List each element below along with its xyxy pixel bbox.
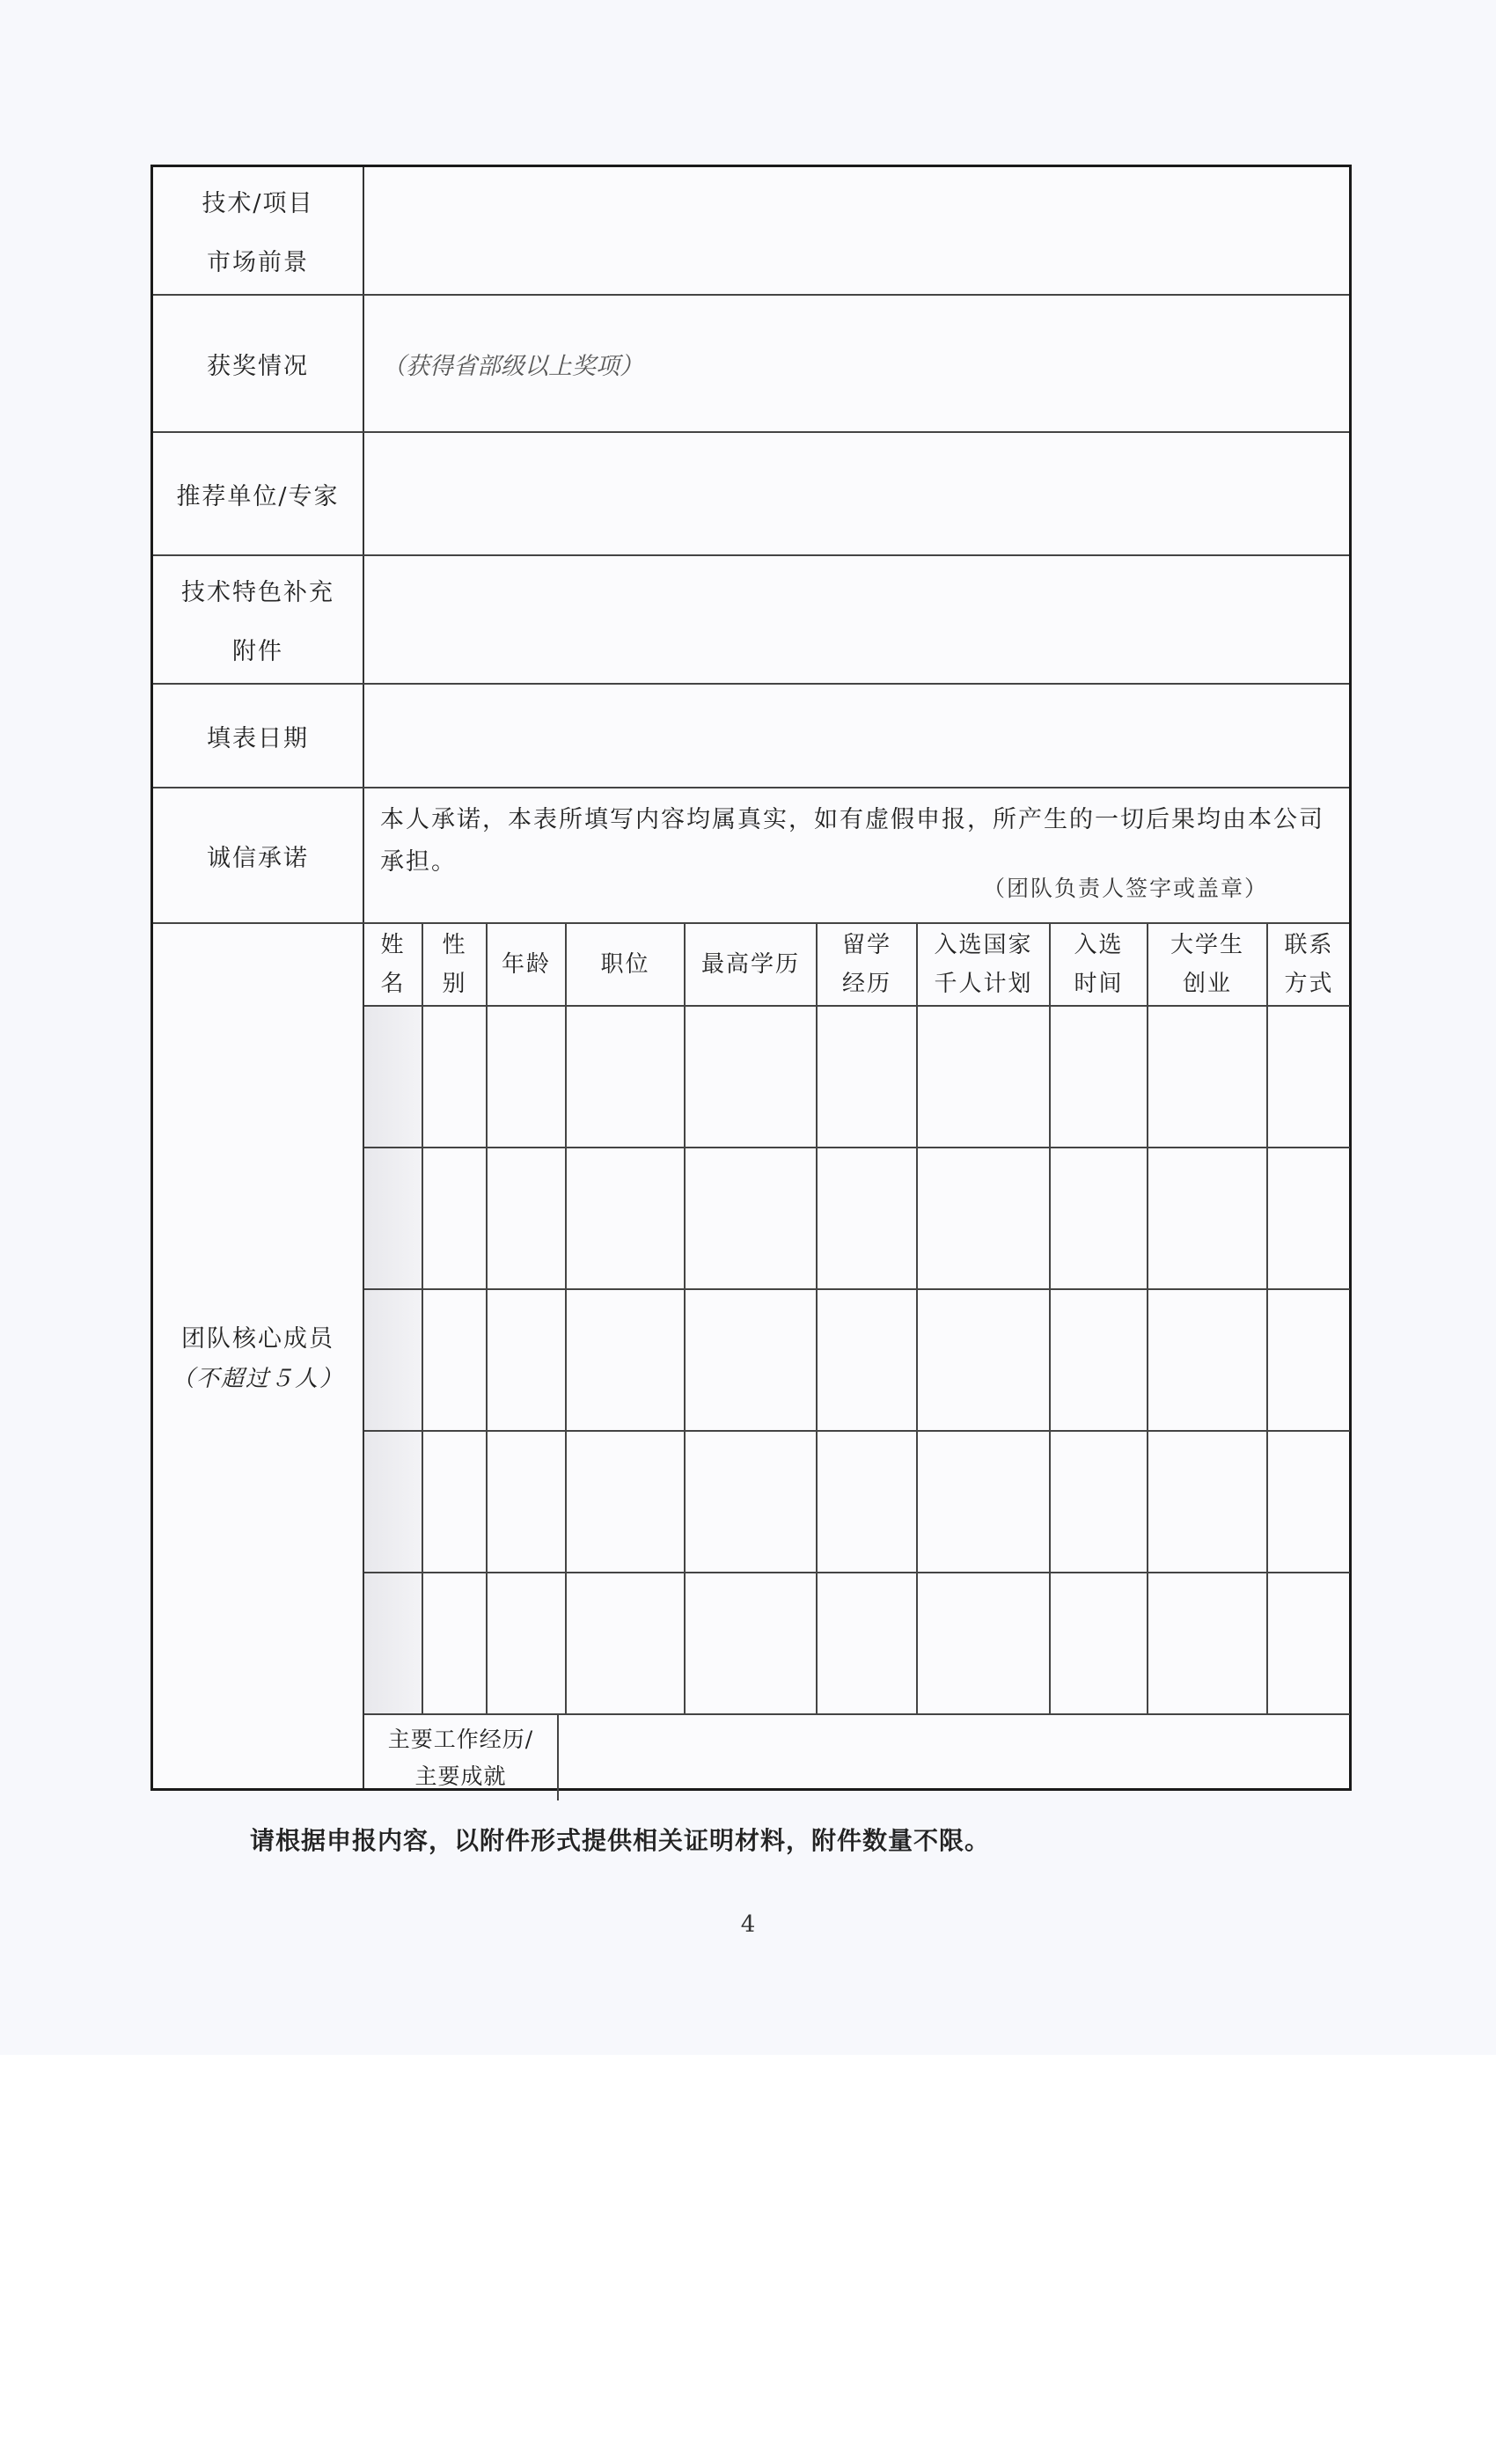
team-members-grid (364, 924, 1349, 1788)
row-awards (153, 296, 1349, 433)
table-cell[interactable] (422, 1573, 487, 1714)
team-member-row (364, 1573, 1350, 1714)
field-fill-date[interactable] (364, 685, 1349, 787)
table-cell[interactable] (1267, 1006, 1350, 1148)
label-text: 诚信承诺 (207, 844, 309, 872)
table-cell[interactable] (487, 1148, 566, 1289)
row-work-experience (364, 1715, 1349, 1800)
label-line: 附件 (232, 638, 283, 665)
row-team-core-members (153, 924, 1349, 1788)
table-cell[interactable] (364, 1289, 422, 1431)
table-cell[interactable] (817, 1431, 917, 1573)
label-text: 推荐单位/专家 (176, 482, 340, 510)
team-members-table (364, 924, 1350, 1715)
label-supplementary-attachment (153, 556, 364, 683)
table-cell[interactable] (917, 1289, 1050, 1431)
team-member-row (364, 1431, 1350, 1573)
row-supplementary-attachment (153, 556, 1349, 685)
application-form-table (150, 165, 1352, 1791)
column-header-name: 姓 名 (364, 924, 422, 1006)
table-cell[interactable] (1267, 1289, 1350, 1431)
field-awards[interactable] (364, 296, 1349, 431)
table-cell[interactable] (1050, 1006, 1148, 1148)
row-market-prospects (153, 167, 1349, 296)
table-cell[interactable] (1148, 1573, 1267, 1714)
table-cell[interactable] (917, 1573, 1050, 1714)
table-cell[interactable] (685, 1573, 817, 1714)
table-cell[interactable] (917, 1006, 1050, 1148)
table-cell[interactable] (917, 1431, 1050, 1573)
row-fill-date (153, 685, 1349, 788)
table-cell[interactable] (1148, 1148, 1267, 1289)
table-cell[interactable] (487, 1573, 566, 1714)
label-text: 团队核心成员 (181, 1325, 334, 1353)
table-cell[interactable] (364, 1148, 422, 1289)
signature-note: （团队负责人签字或盖章） (982, 876, 1268, 901)
table-cell[interactable] (364, 1006, 422, 1148)
label-text: 填表日期 (207, 724, 309, 752)
table-cell[interactable] (566, 1431, 685, 1573)
label-work-experience (364, 1715, 559, 1800)
column-header-education: 最高学历 (685, 924, 817, 1006)
field-market-prospects[interactable] (364, 167, 1349, 294)
field-work-experience[interactable] (559, 1715, 1349, 1800)
label-market-prospects (153, 167, 364, 294)
table-cell[interactable] (364, 1573, 422, 1714)
column-header-contact: 联系 方式 (1267, 924, 1350, 1006)
table-cell[interactable] (1148, 1006, 1267, 1148)
row-integrity-pledge (153, 788, 1349, 924)
table-cell[interactable] (566, 1573, 685, 1714)
table-cell[interactable] (1148, 1431, 1267, 1573)
label-integrity-pledge (153, 788, 364, 922)
table-cell[interactable] (1050, 1289, 1148, 1431)
table-cell[interactable] (1148, 1289, 1267, 1431)
label-line: 市场前景 (207, 249, 309, 276)
table-cell[interactable] (566, 1148, 685, 1289)
column-header-position: 职位 (566, 924, 685, 1006)
field-supplementary-attachment[interactable] (364, 556, 1349, 683)
label-line: 技术特色补充 (181, 579, 334, 606)
table-cell[interactable] (817, 1006, 917, 1148)
label-fill-date (153, 685, 364, 787)
label-line: 主要成就 (414, 1763, 507, 1789)
table-cell[interactable] (422, 1006, 487, 1148)
label-awards (153, 296, 364, 431)
table-cell[interactable] (817, 1148, 917, 1289)
team-table-header (364, 924, 1350, 1006)
table-cell[interactable] (685, 1431, 817, 1573)
attachment-footnote: 请根据申报内容，以附件形式提供相关证明材料，附件数量不限。 (250, 1826, 991, 1855)
label-text: 获奖情况 (207, 352, 309, 380)
pledge-text: 本人承诺，本表所填写内容均属真实，如有虚假申报，所产生的一切后果均由本公司承担。 (380, 806, 1324, 876)
table-cell[interactable] (1267, 1148, 1350, 1289)
table-cell[interactable] (422, 1148, 487, 1289)
table-cell[interactable] (487, 1431, 566, 1573)
table-cell[interactable] (566, 1289, 685, 1431)
column-header-student-startup: 大学生 创业 (1148, 924, 1267, 1006)
field-recommender[interactable] (364, 433, 1349, 554)
table-cell[interactable] (1267, 1431, 1350, 1573)
row-recommender (153, 433, 1349, 556)
table-cell[interactable] (422, 1289, 487, 1431)
team-member-row (364, 1148, 1350, 1289)
table-cell[interactable] (1050, 1431, 1148, 1573)
table-cell[interactable] (1267, 1573, 1350, 1714)
table-cell[interactable] (685, 1006, 817, 1148)
column-header-age: 年龄 (487, 924, 566, 1006)
team-member-limit-note: （不超过５人） (171, 1366, 344, 1392)
table-cell[interactable] (1050, 1573, 1148, 1714)
awards-hint: （获得省部级以上奖项） (382, 352, 643, 380)
table-cell[interactable] (685, 1148, 817, 1289)
page-number: 4 (740, 1911, 756, 1938)
table-cell[interactable] (817, 1289, 917, 1431)
table-cell[interactable] (566, 1006, 685, 1148)
column-header-thousand-talents: 入选国家 千人计划 (917, 924, 1050, 1006)
table-cell[interactable] (817, 1573, 917, 1714)
table-cell[interactable] (364, 1431, 422, 1573)
field-integrity-pledge[interactable] (364, 788, 1349, 922)
column-header-study-abroad: 留学 经历 (817, 924, 917, 1006)
table-cell[interactable] (487, 1289, 566, 1431)
column-header-gender: 性 别 (422, 924, 487, 1006)
table-cell[interactable] (685, 1289, 817, 1431)
table-cell[interactable] (422, 1431, 487, 1573)
table-cell[interactable] (917, 1148, 1050, 1289)
label-recommender (153, 433, 364, 554)
table-cell[interactable] (1050, 1148, 1148, 1289)
label-team-core-members (153, 924, 364, 1788)
label-line: 主要工作经历/ (387, 1726, 534, 1752)
table-cell[interactable] (487, 1006, 566, 1148)
team-member-row (364, 1289, 1350, 1431)
team-member-row (364, 1006, 1350, 1148)
label-line: 技术/项目 (202, 190, 314, 217)
column-header-selection-time: 入选 时间 (1050, 924, 1148, 1006)
